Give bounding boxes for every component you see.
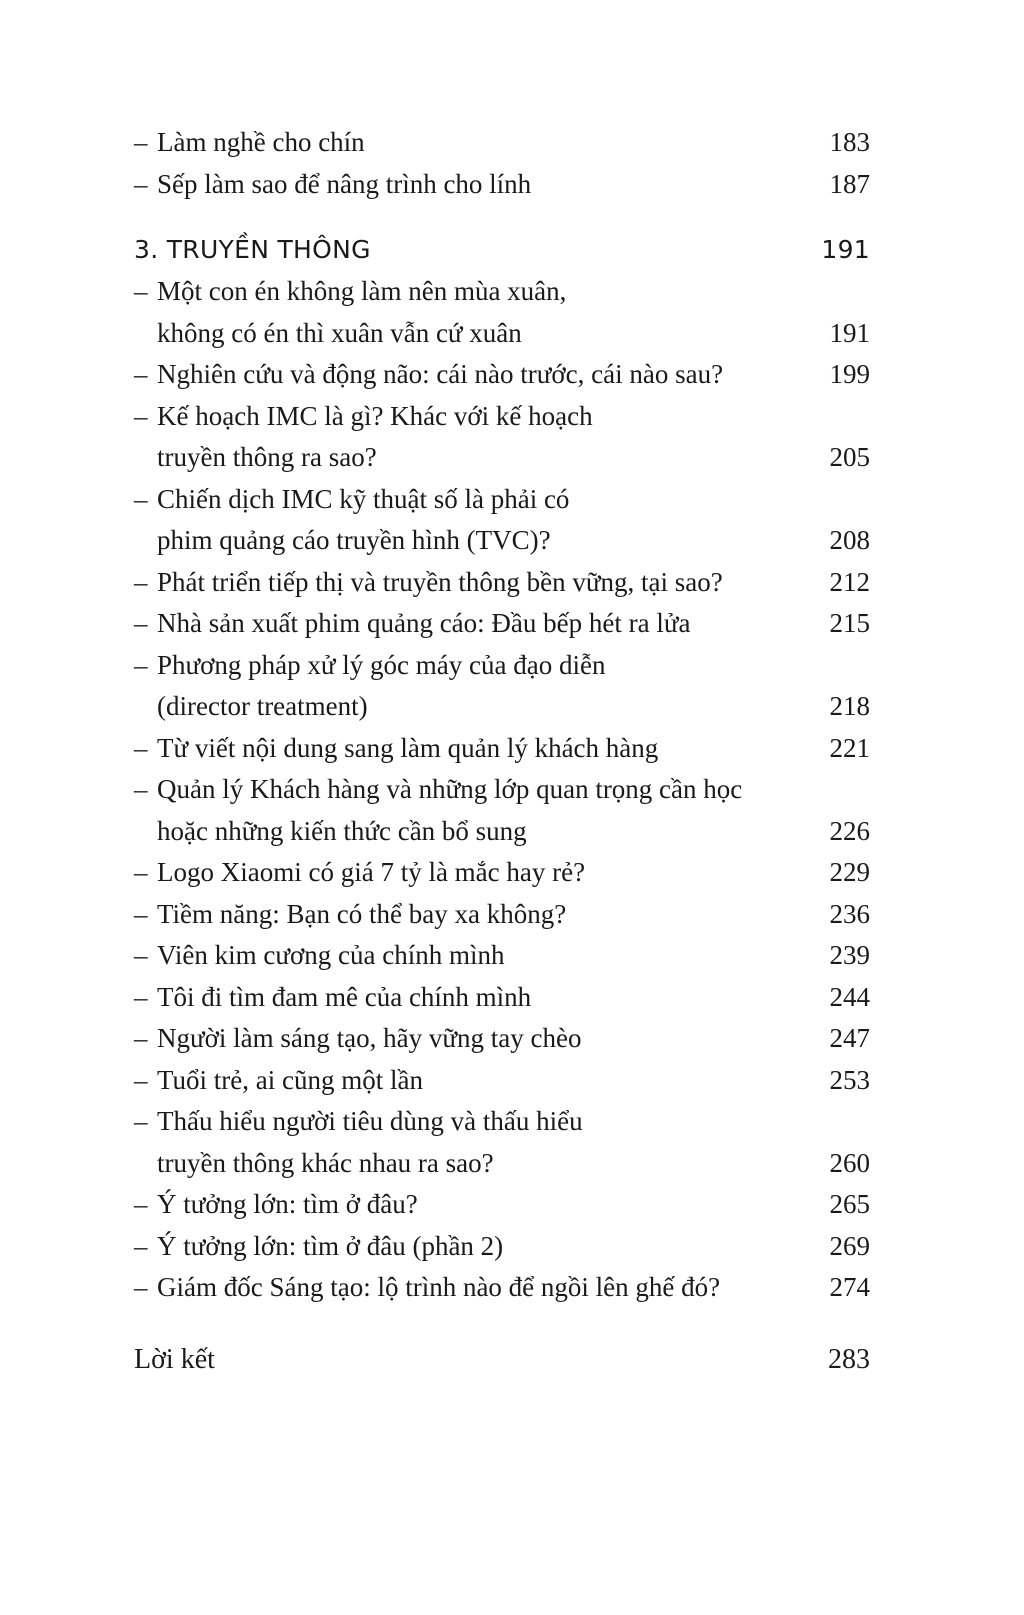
entry-title-line: truyền thông khác nhau ra sao? — [157, 1147, 494, 1178]
entry-title-line: Nhà sản xuất phim quảng cáo: Đầu bếp hét ra lửa — [157, 608, 691, 638]
entry-page-number: 199 — [829, 359, 870, 389]
entry-dash: – — [134, 1189, 148, 1219]
entry-page-number: 191 — [829, 317, 870, 348]
toc-entry — [134, 396, 870, 479]
entry-dash: – — [134, 168, 148, 199]
entry-title — [134, 1184, 870, 1226]
entry-page-number: 244 — [829, 981, 870, 1012]
entry-page-number: 265 — [829, 1189, 870, 1219]
toc-entry — [134, 122, 870, 164]
entry-title — [134, 603, 870, 645]
entry-title-line: truyền thông ra sao? — [157, 442, 377, 472]
entry-page-number: 269 — [829, 1230, 870, 1261]
entry-dash: – — [134, 1106, 148, 1136]
entry-title-line: Từ viết nội dung sang làm quản lý khách hàng — [157, 732, 659, 763]
toc-entry — [134, 1267, 870, 1309]
entry-dash: – — [134, 1230, 148, 1261]
entry-title-line: Phương pháp xử lý góc máy của đạo diễn — [157, 649, 606, 680]
toc-entry — [134, 271, 870, 354]
toc-entry — [134, 164, 870, 206]
section-entries — [134, 271, 870, 1309]
entry-title — [134, 1018, 870, 1060]
entry-page-number: 215 — [829, 608, 870, 638]
entry-title — [134, 396, 870, 479]
entry-page-number: 183 — [829, 127, 870, 157]
entry-dash: – — [134, 649, 148, 680]
entry-title-line: Nghiên cứu và động não: cái nào trước, cái nào sau? — [157, 359, 724, 389]
entry-dash: – — [134, 276, 148, 306]
entry-page-number: 253 — [829, 1064, 870, 1095]
entry-dash: – — [134, 359, 148, 389]
entry-title — [134, 354, 870, 396]
entry-title — [134, 479, 870, 562]
entry-title-line: (director treatment) — [157, 691, 368, 721]
entry-title — [134, 122, 870, 164]
entry-page-number: 239 — [829, 940, 870, 970]
toc-entry — [134, 935, 870, 977]
entry-title-line: Sếp làm sao để nâng trình cho lính — [157, 168, 532, 199]
toc-entry — [134, 852, 870, 894]
entry-title-line: phim quảng cáo truyền hình (TVC)? — [157, 525, 551, 555]
entry-title-line: Người làm sáng tạo, hãy vững tay chèo — [157, 1023, 582, 1053]
entry-title-line: Làm nghề cho chín — [157, 127, 365, 157]
entry-dash: – — [134, 898, 148, 929]
section-title: 3. TRUYỀN THÔNG — [134, 235, 371, 264]
entry-title-line: hoặc những kiến thức cần bổ sung — [157, 815, 527, 846]
entry-title-line: không có én thì xuân vẫn cứ xuân — [157, 317, 522, 348]
entry-title — [134, 852, 870, 894]
entry-title — [134, 271, 870, 354]
entry-dash: – — [134, 400, 148, 431]
entry-page-number: 236 — [829, 898, 870, 929]
closing-entry — [134, 1339, 870, 1381]
entry-page-number: 274 — [829, 1272, 870, 1302]
entry-title-line: Tuổi trẻ, ai cũng một lần — [157, 1064, 423, 1095]
entry-page-number: 212 — [829, 566, 870, 597]
entry-dash: – — [134, 857, 148, 887]
table-of-contents — [134, 122, 870, 1381]
entry-title-line: Thấu hiểu người tiêu dùng và thấu hiểu — [157, 1106, 583, 1136]
entry-page-number: 187 — [829, 168, 870, 199]
entry-page-number: 226 — [829, 815, 870, 846]
entry-title — [134, 894, 870, 936]
entry-page-number: 247 — [829, 1023, 870, 1053]
toc-entry — [134, 645, 870, 728]
entry-dash: – — [134, 1064, 148, 1095]
entry-title-line: Chiến dịch IMC kỹ thuật số là phải có — [157, 483, 570, 514]
entry-page-number: 260 — [829, 1147, 870, 1178]
toc-entry — [134, 1060, 870, 1102]
entry-title-line: Viên kim cương của chính mình — [157, 940, 505, 970]
entry-dash: – — [134, 566, 148, 597]
closing-title: Lời kết — [134, 1343, 215, 1375]
entry-dash: – — [134, 608, 148, 638]
entry-title — [134, 1226, 870, 1268]
entry-title — [134, 728, 870, 770]
entry-title — [134, 1101, 870, 1184]
entry-dash: – — [134, 1272, 148, 1302]
section-page-number: 191 — [821, 235, 870, 264]
section-heading — [134, 228, 870, 271]
toc-entry — [134, 603, 870, 645]
toc-entry — [134, 894, 870, 936]
toc-entry — [134, 562, 870, 604]
entry-dash: – — [134, 981, 148, 1012]
entry-title-line: Quản lý Khách hàng và những lớp quan trọng cần học — [157, 774, 743, 804]
entry-title-line: Ý tưởng lớn: tìm ở đâu (phần 2) — [157, 1230, 504, 1261]
entry-title-line: Tôi đi tìm đam mê của chính mình — [157, 981, 532, 1012]
entry-title — [134, 935, 870, 977]
entry-page-number: 205 — [829, 442, 870, 472]
entry-page-number: 218 — [829, 691, 870, 721]
entry-dash: – — [134, 732, 148, 763]
toc-entry — [134, 1184, 870, 1226]
entry-page-number: 208 — [829, 525, 870, 555]
entry-title — [134, 164, 870, 206]
toc-top-entries — [134, 122, 870, 205]
entry-title — [134, 977, 870, 1019]
entry-title — [134, 769, 870, 852]
entry-dash: – — [134, 940, 148, 970]
toc-entry — [134, 354, 870, 396]
entry-title-line: Giám đốc Sáng tạo: lộ trình nào để ngồi lên ghế đó? — [157, 1272, 721, 1302]
entry-page-number: 221 — [829, 732, 870, 763]
toc-entry — [134, 977, 870, 1019]
entry-title — [134, 1267, 870, 1309]
toc-entry — [134, 1018, 870, 1060]
entry-title-line: Ý tưởng lớn: tìm ở đâu? — [157, 1189, 418, 1219]
entry-dash: – — [134, 774, 148, 804]
entry-dash: – — [134, 1023, 148, 1053]
entry-title-line: Kế hoạch IMC là gì? Khác với kế hoạch — [157, 400, 593, 431]
toc-entry — [134, 1101, 870, 1184]
entry-dash: – — [134, 127, 148, 157]
entry-title-line: Logo Xiaomi có giá 7 tỷ là mắc hay rẻ? — [157, 857, 586, 887]
entry-title — [134, 562, 870, 604]
toc-entry — [134, 1226, 870, 1268]
entry-dash: – — [134, 483, 148, 514]
toc-entry — [134, 769, 870, 852]
entry-title-line: Một con én không làm nên mùa xuân, — [157, 276, 567, 306]
toc-entry — [134, 479, 870, 562]
entry-title-line: Phát triển tiếp thị và truyền thông bền vững, tại sao? — [157, 566, 723, 597]
entry-page-number: 229 — [829, 857, 870, 887]
closing-page-number: 283 — [828, 1343, 870, 1375]
toc-entry — [134, 728, 870, 770]
entry-title — [134, 645, 870, 728]
entry-title-line: Tiềm năng: Bạn có thể bay xa không? — [157, 898, 567, 929]
entry-title — [134, 1060, 870, 1102]
